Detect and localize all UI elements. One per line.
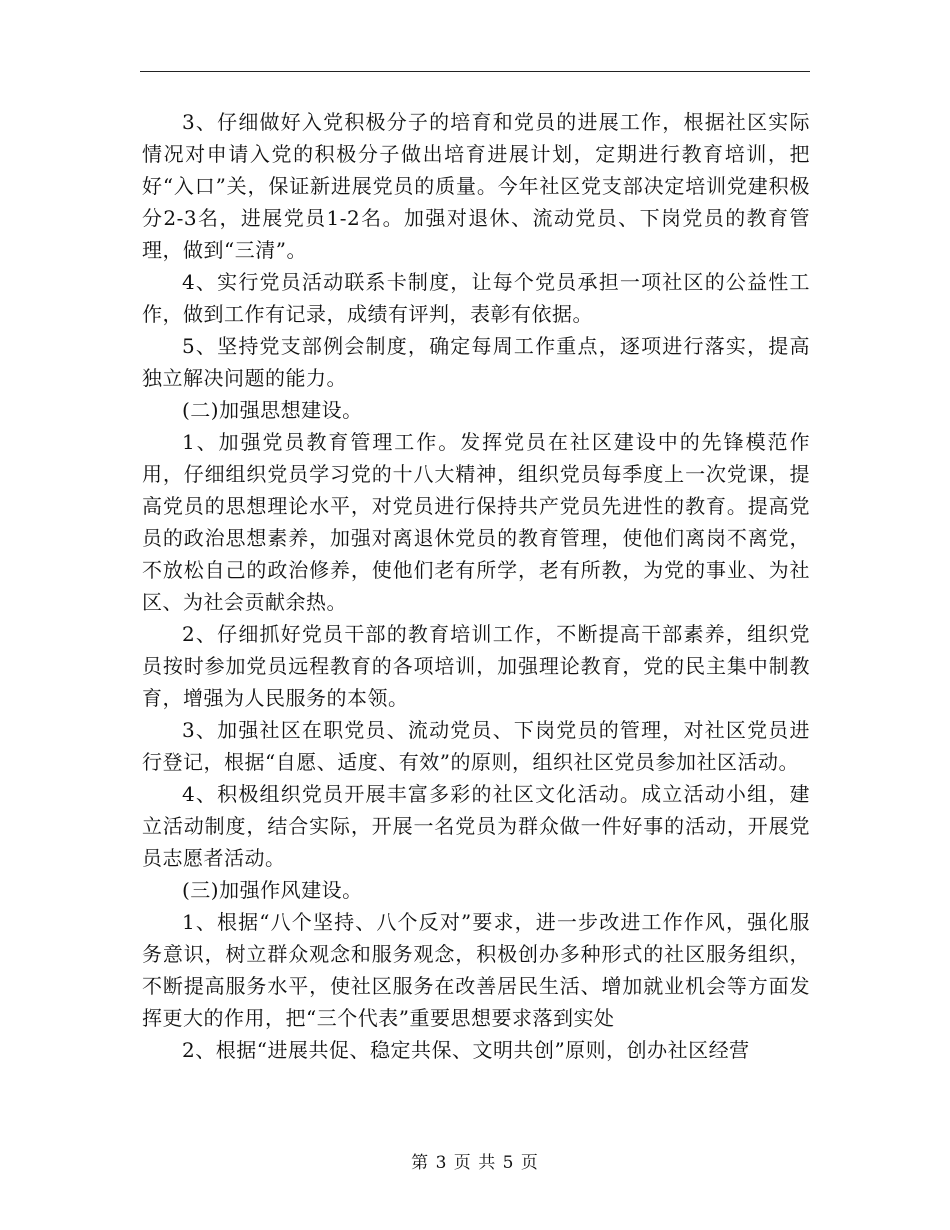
section-heading-2: (二)加强思想建设。 xyxy=(182,398,363,422)
document-body xyxy=(142,106,810,1066)
section-heading-3: (三)加强作风建设。 xyxy=(182,878,363,902)
page-number-footer: 第 3 页 共 5 页 xyxy=(411,1153,539,1173)
paragraph-1: 3、仔细做好入党积极分子的培育和党员的进展工作，根据社区实际情况对申请入党的积极分子做出培育进展计划，定期进行教育培训，把好“入口”关，保证新进展党员的质量。今年社区党支部决定培训党建积极分2-3名，进展党员1-2名。加强对退休、流动党员、下岗党员的教育管理，做到“三清”。 xyxy=(142,110,810,262)
paragraph-9: 2、根据“进展共促、稳定共保、文明共创”原则，创办社区经营 xyxy=(182,1038,750,1062)
paragraph-6: 3、加强社区在职党员、流动党员、下岗党员的管理，对社区党员进行登记，根据“自愿、适度、有效”的原则，组织社区党员参加社区活动。 xyxy=(142,718,810,774)
paragraph-7: 4、积极组织党员开展丰富多彩的社区文化活动。成立活动小组，建立活动制度，结合实际，开展一名党员为群众做一件好事的活动，开展党员志愿者活动。 xyxy=(142,782,810,870)
paragraph-3: 5、坚持党支部例会制度，确定每周工作重点，逐项进行落实，提高独立解决问题的能力。 xyxy=(142,334,810,390)
paragraph-5: 2、仔细抓好党员干部的教育培训工作，不断提高干部素养，组织党员按时参加党员远程教育的各项培训，加强理论教育，党的民主集中制教育，增强为人民服务的本领。 xyxy=(142,622,810,710)
paragraph-4: 1、加强党员教育管理工作。发挥党员在社区建设中的先锋模范作用，仔细组织党员学习党的十八大精神，组织党员每季度上一次党课，提高党员的思想理论水平，对党员进行保持共产党员先进性的教育。提高党员的政治思想素养，加强对离退休党员的教育管理，使他们离岗不离党，不放松自己的政治修养，使他们老有所学，老有所教，为党的事业、为社区、为社会贡献余热。 xyxy=(142,430,810,614)
paragraph-8: 1、根据“八个坚持、八个反对”要求，进一步改进工作作风，强化服务意识，树立群众观念和服务观念，积极创办多种形式的社区服务组织，不断提高服务水平，使社区服务在改善居民生活、增加就业机会等方面发挥更大的作用，把“三个代表”重要思想要求落到实处 xyxy=(142,910,810,1030)
paragraph-2: 4、实行党员活动联系卡制度，让每个党员承担一项社区的公益性工作，做到工作有记录，成绩有评判，表彰有依据。 xyxy=(142,270,810,326)
header-rule xyxy=(140,71,810,72)
